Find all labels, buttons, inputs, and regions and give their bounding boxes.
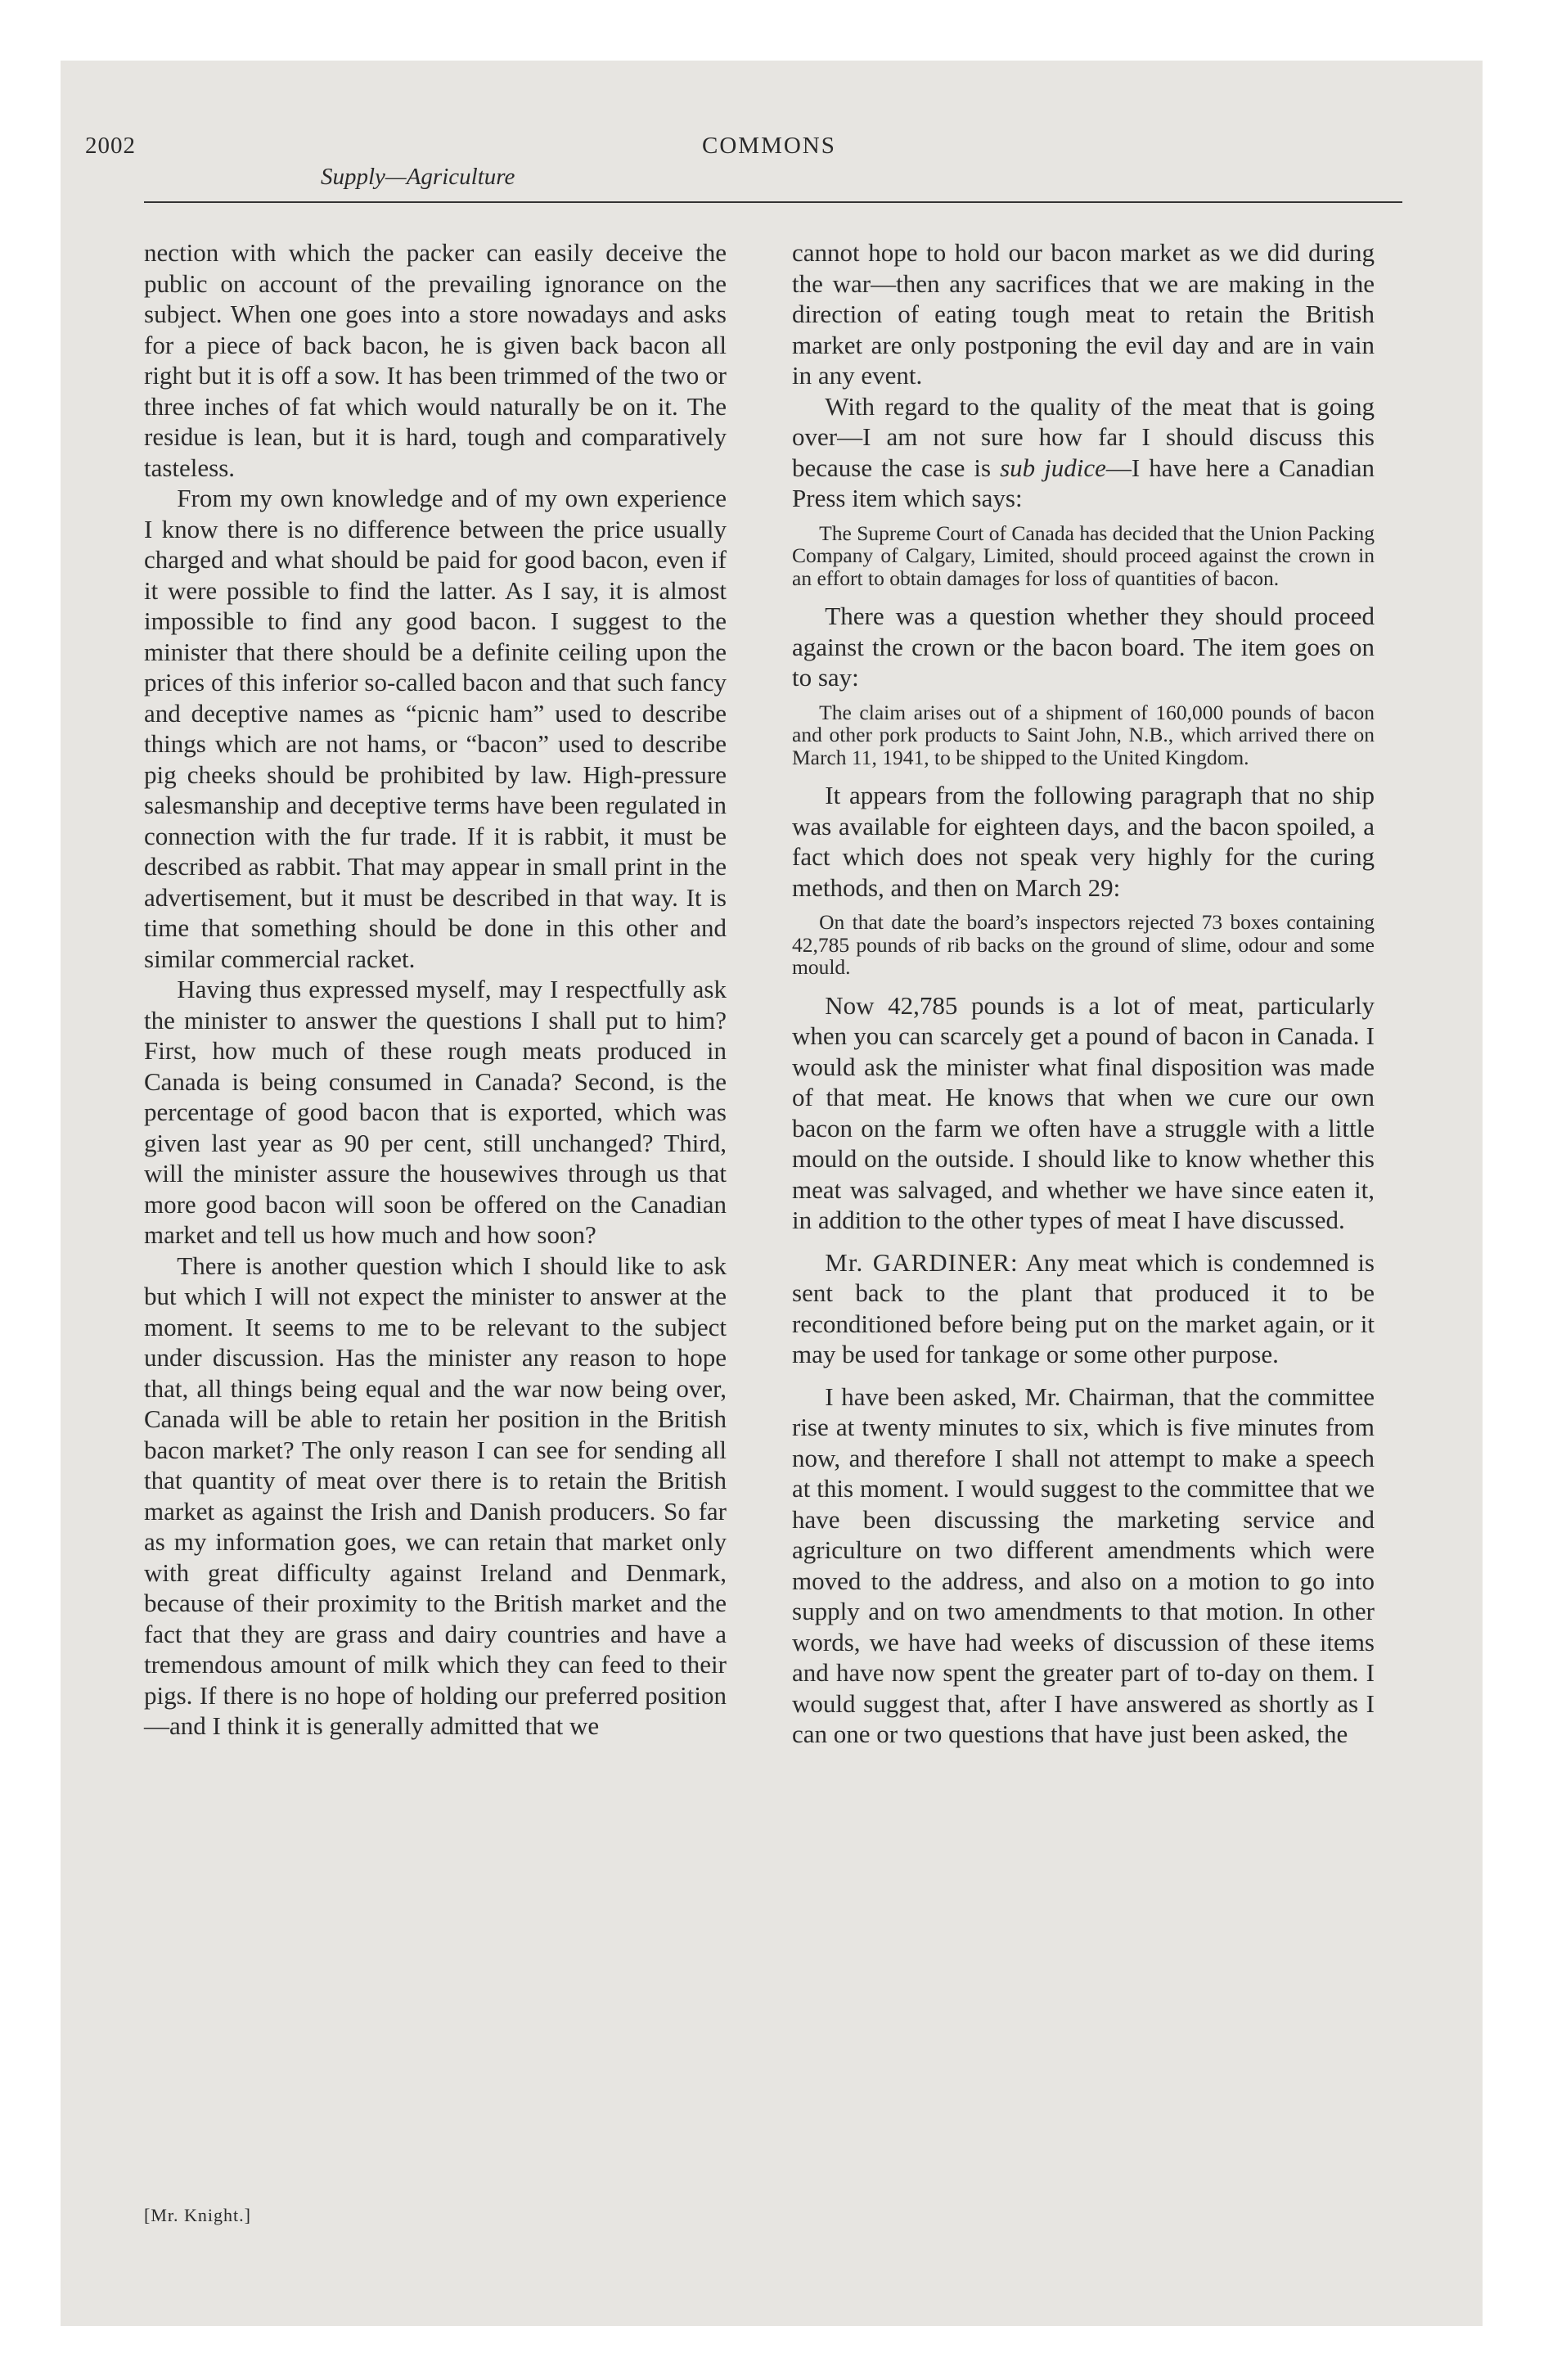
left-column bbox=[144, 237, 727, 1742]
paragraph-text: With regard to the quality of the meat that is going over—I am not sure how far I should discuss this because the case is bbox=[792, 391, 1375, 482]
paragraph: nection with which the packer can easily deceive the public on account of the prevailing ignorance on the subject. When one goes into a store nowadays and asks for a piece of back bacon, he is given back bacon all right but it is off a sow. It has been trimmed of the two or three inches of fat which would naturally be on it. The residue is lean, but it is hard, tough and comparatively tasteless. bbox=[144, 238, 727, 482]
paragraph: There was a question whether they should proceed against the crown or the bacon board. The item goes on to say: bbox=[792, 602, 1375, 692]
block-quote: The Supreme Court of Canada has decided that the Union Packing Company of Calgary, Limited, should proceed against the crown in an effort to obtain damages for loss of quantities of bacon. bbox=[792, 521, 1375, 590]
paragraph: There is another question which I should like to ask but which I will not expect the minister to answer at the moment. It seems to me to be relevant to the subject under discussion. Has the minister any reason to hope that, all things being equal and the war now being over, Canada will be able to retain her position in the British bacon market? The only reason I can see for sending all that quantity of meat over there is to retain the British market as against the Irish and Danish producers. So far as my information goes, we can retain that market only with great difficulty against Ireland and Denmark, because of their proximity to the British market and the fact that they are grass and dairy countries and have a tremendous amount of milk which they can feed to their pigs. If there is no hope of holding our preferred position—and I think it is generally admitted that we bbox=[144, 1251, 727, 1740]
paragraph: It appears from the following paragraph that no ship was available for eighteen days, and the bacon spoiled, a fact which does not speak very highly for the curing methods, and then on March 29: bbox=[792, 781, 1375, 902]
page-subtitle: Supply—Agriculture bbox=[321, 164, 515, 190]
latin-term: sub judice bbox=[1000, 453, 1106, 482]
page-number: 2002 bbox=[85, 133, 136, 159]
block-quote: On that date the board’s inspectors rejected 73 boxes containing 42,785 pounds of rib backs on the ground of slime, odour and some mould. bbox=[792, 910, 1375, 979]
speaker-name: Mr. GARDINER: bbox=[825, 1247, 1019, 1277]
speech-text: Any meat which is condemned is sent back to the plant that produced it to be reconditioned before being put on the market again, or it may be used for tankage or some other purpose. bbox=[792, 1247, 1375, 1368]
speaker-footnote: [Mr. Knight.] bbox=[144, 2205, 251, 2225]
speech-paragraph bbox=[792, 1247, 1375, 1370]
page-title: COMMONS bbox=[702, 133, 836, 159]
paragraph: Now 42,785 pounds is a lot of meat, particularly when you can scarcely get a pound of bacon in Canada. I would ask the minister what final disposition was made of that meat. He knows that when we cure our own bacon on the farm we often have a struggle with a little mould on the outside. I should like to know whether this meat was salvaged, and whether we have since eaten it, in addition to the other types of meat I have discussed. bbox=[792, 990, 1375, 1234]
paragraph: I have been asked, Mr. Chairman, that the committee rise at twenty minutes to six, which is five minutes from now, and therefore I shall not attempt to make a speech at this moment. I would suggest to the committee that we have been discussing the marketing service and agriculture on two different amendments which were moved to the address, and also on a motion to go into supply and on two amendments to that motion. In other words, we have had weeks of discussion of these items and have now spent the greater part of to-day on them. I would suggest that, after I have answered as shortly as I can one or two questions that have just been asked, the bbox=[792, 1382, 1375, 1748]
paragraph: cannot hope to hold our bacon market as we did during the war—then any sacrifices that we are making in the direction of eating tough meat to retain the British market are only postponing the evil day and are in vain in any event. bbox=[792, 238, 1375, 390]
paragraph bbox=[792, 391, 1375, 514]
header-rule bbox=[144, 201, 1402, 203]
paragraph: From my own knowledge and of my own experience I know there is no difference between the price usually charged and what should be paid for good bacon, even if it were possible to find the latter. As I say, it is almost impossible to find any good bacon. I suggest to the minister that there should be a definite ceiling upon the prices of this inferior so-called bacon and that such fancy and deceptive names as “picnic ham” used to describe things which are not hams, or “bacon” used to describe pig cheeks should be prohibited by law. High-pressure salesmanship and deceptive terms have been regulated in connection with the fur trade. If it is rabbit, it must be described as rabbit. That may appear in small print in the advertisement, but it must be described in that way. It is time that something should be done in this other and similar commercial racket. bbox=[144, 484, 727, 973]
right-column bbox=[792, 237, 1375, 1750]
paragraph: Having thus expressed myself, may I respectfully ask the minister to answer the questions I shall put to him? First, how much of these rough meats produced in Canada is being consumed in Canada? Second, is the percentage of good bacon that is exported, which was given last year as 90 per cent, still unchanged? Third, will the minister assure the housewives through us that more good bacon will soon be offered on the Canadian market and tell us how much and how soon? bbox=[144, 975, 727, 1249]
paragraph-text: —I have here a Canadian Press item which says: bbox=[792, 453, 1375, 512]
block-quote: The claim arises out of a shipment of 160,000 pounds of bacon and other pork products to Saint John, N.B., which arrived there on March 11, 1941, to be shipped to the United Kingdom. bbox=[792, 700, 1375, 769]
